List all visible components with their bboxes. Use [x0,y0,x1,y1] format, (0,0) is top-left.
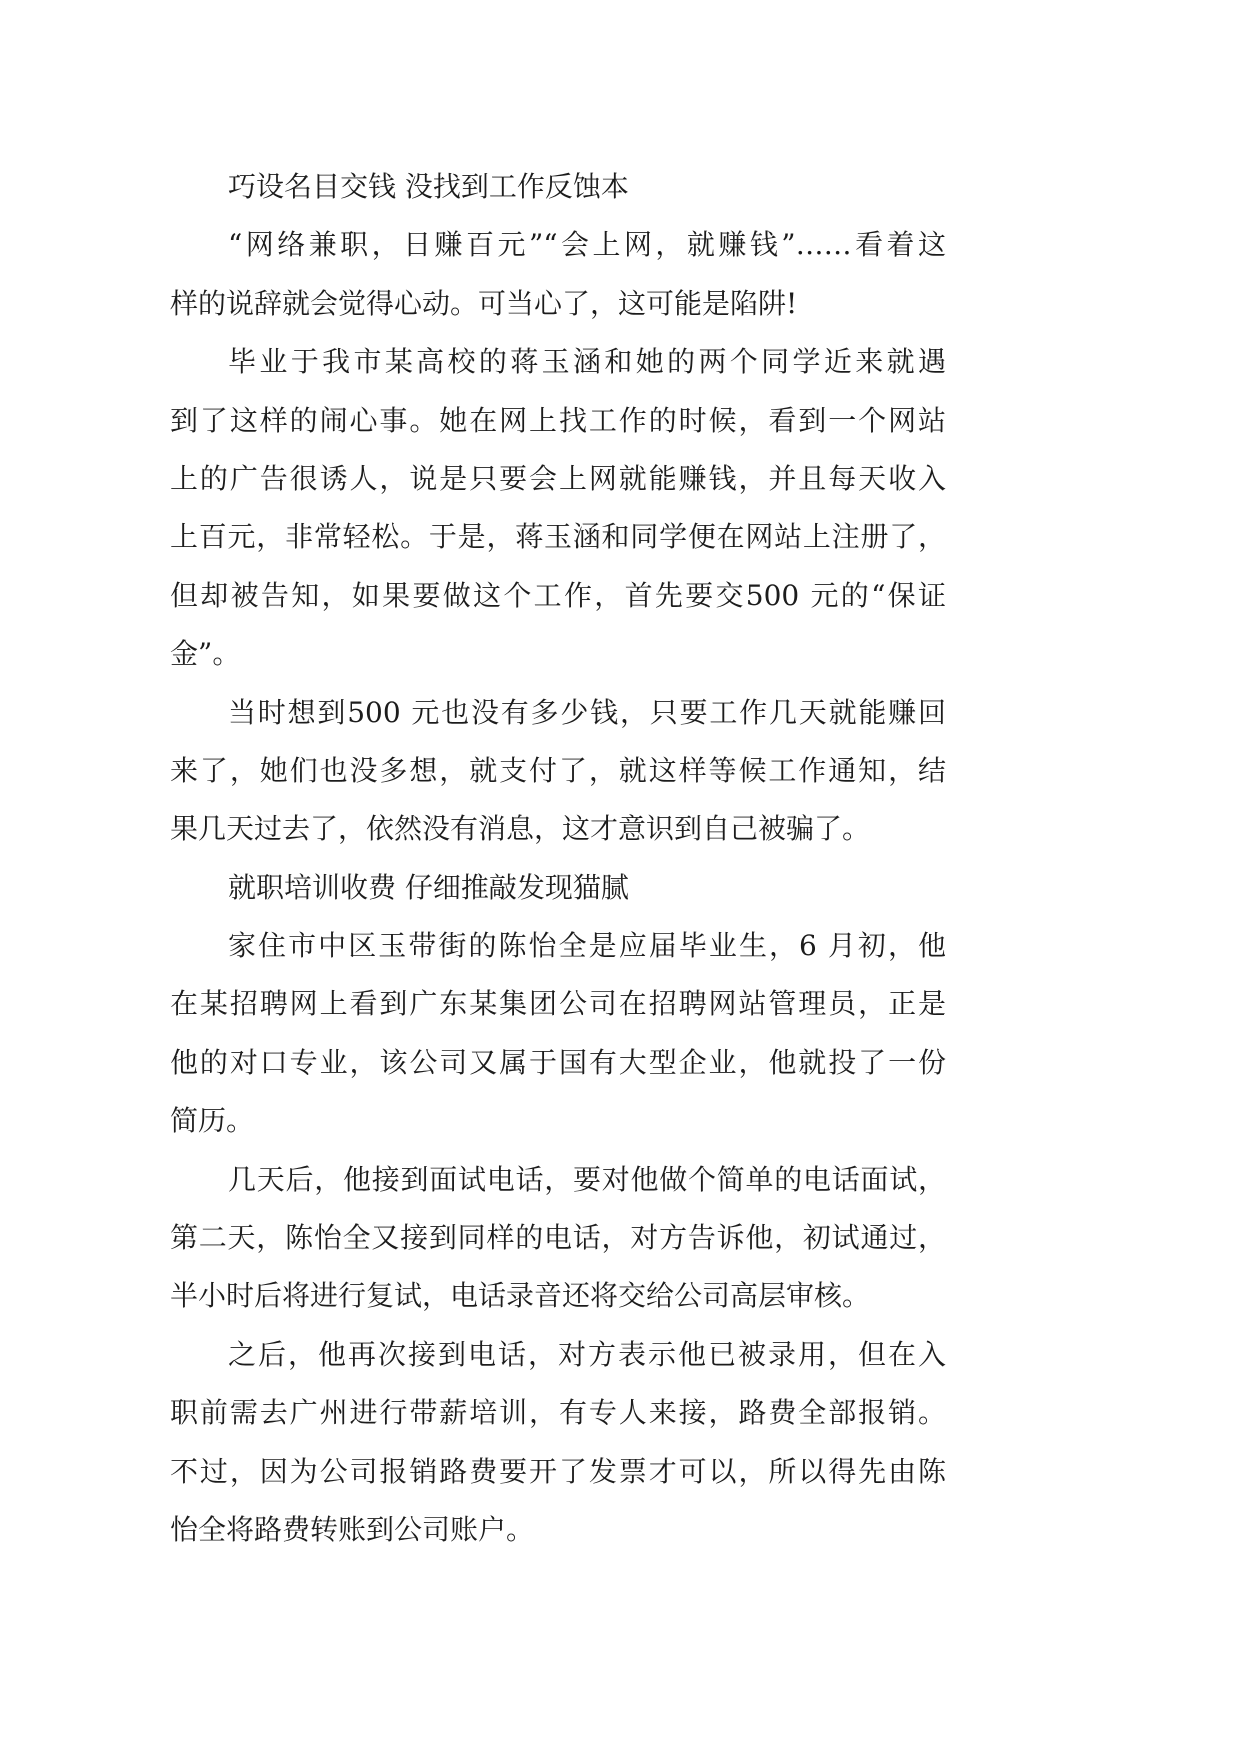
text-line: 他的对口专业，该公司又属于国有大型企业，他就投了一份 [170,1045,946,1079]
text-line: 当时想到500 元也没有多少钱，只要工作几天就能赚回 [228,695,946,729]
section-heading [170,158,946,216]
text-line: 第二天，陈怡全又接到同样的电话，对方告诉他，初试通过， [170,1221,946,1255]
text-line: 样的说辞就会觉得心动。可当心了，这可能是陷阱! [170,286,798,320]
text-line: 几天后，他接到面试电话，要对他做个简单的电话面试， [228,1162,946,1196]
text-line: 果几天过去了，依然没有消息，这才意识到自己被骗了。 [170,812,871,846]
text-line: 在某招聘网上看到广东某集团公司在招聘网站管理员，正是 [170,987,946,1021]
text-line: 到了这样的闹心事。她在网上找工作的时候，看到一个网站 [170,403,946,437]
text-line: 之后，他再次接到电话，对方表示他已被录用，但在入 [228,1337,946,1371]
heading-text: 就职培训收费 仔细推敲发现猫腻 [228,870,629,904]
heading-text: 巧设名目交钱 没找到工作反蚀本 [228,170,629,203]
text-line: “网络兼职，日赚百元”“会上网，就赚钱”……看着这 [228,228,946,262]
text-line: 简历。 [170,1104,255,1138]
text-line: 半小时后将进行复试，电话录音还将交给公司高层审核。 [170,1279,871,1313]
paragraph [170,216,946,333]
text-line: 职前需去广州进行带薪培训，有专人来接，路费全部报销。 [170,1396,946,1430]
paragraph [170,333,946,683]
paragraph [170,1151,946,1326]
text-line: 家住市中区玉带街的陈怡全是应届毕业生，6 月初，他 [228,929,946,963]
text-line: 但却被告知，如果要做这个工作，首先要交500 元的“保证 [170,578,946,612]
text-line: 怡全将路费转账到公司账户。 [170,1512,535,1546]
paragraph [170,917,946,1151]
text-line: 毕业于我市某高校的蒋玉涵和她的两个同学近来就遇 [228,345,946,379]
text-line: 来了，她们也没多想，就支付了，就这样等候工作通知，结 [170,753,946,787]
document-body [170,158,946,1559]
paragraph [170,684,946,859]
text-line: 上百元，非常轻松。于是，蒋玉涵和同学便在网站上注册了， [170,520,946,554]
text-line: 上的广告很诱人，说是只要会上网就能赚钱，并且每天收入 [170,461,946,495]
section-heading [170,859,946,917]
paragraph [170,1326,946,1560]
text-line: 不过，因为公司报销路费要开了发票才可以，所以得先由陈 [170,1454,946,1488]
text-line: 金”。 [170,637,241,671]
